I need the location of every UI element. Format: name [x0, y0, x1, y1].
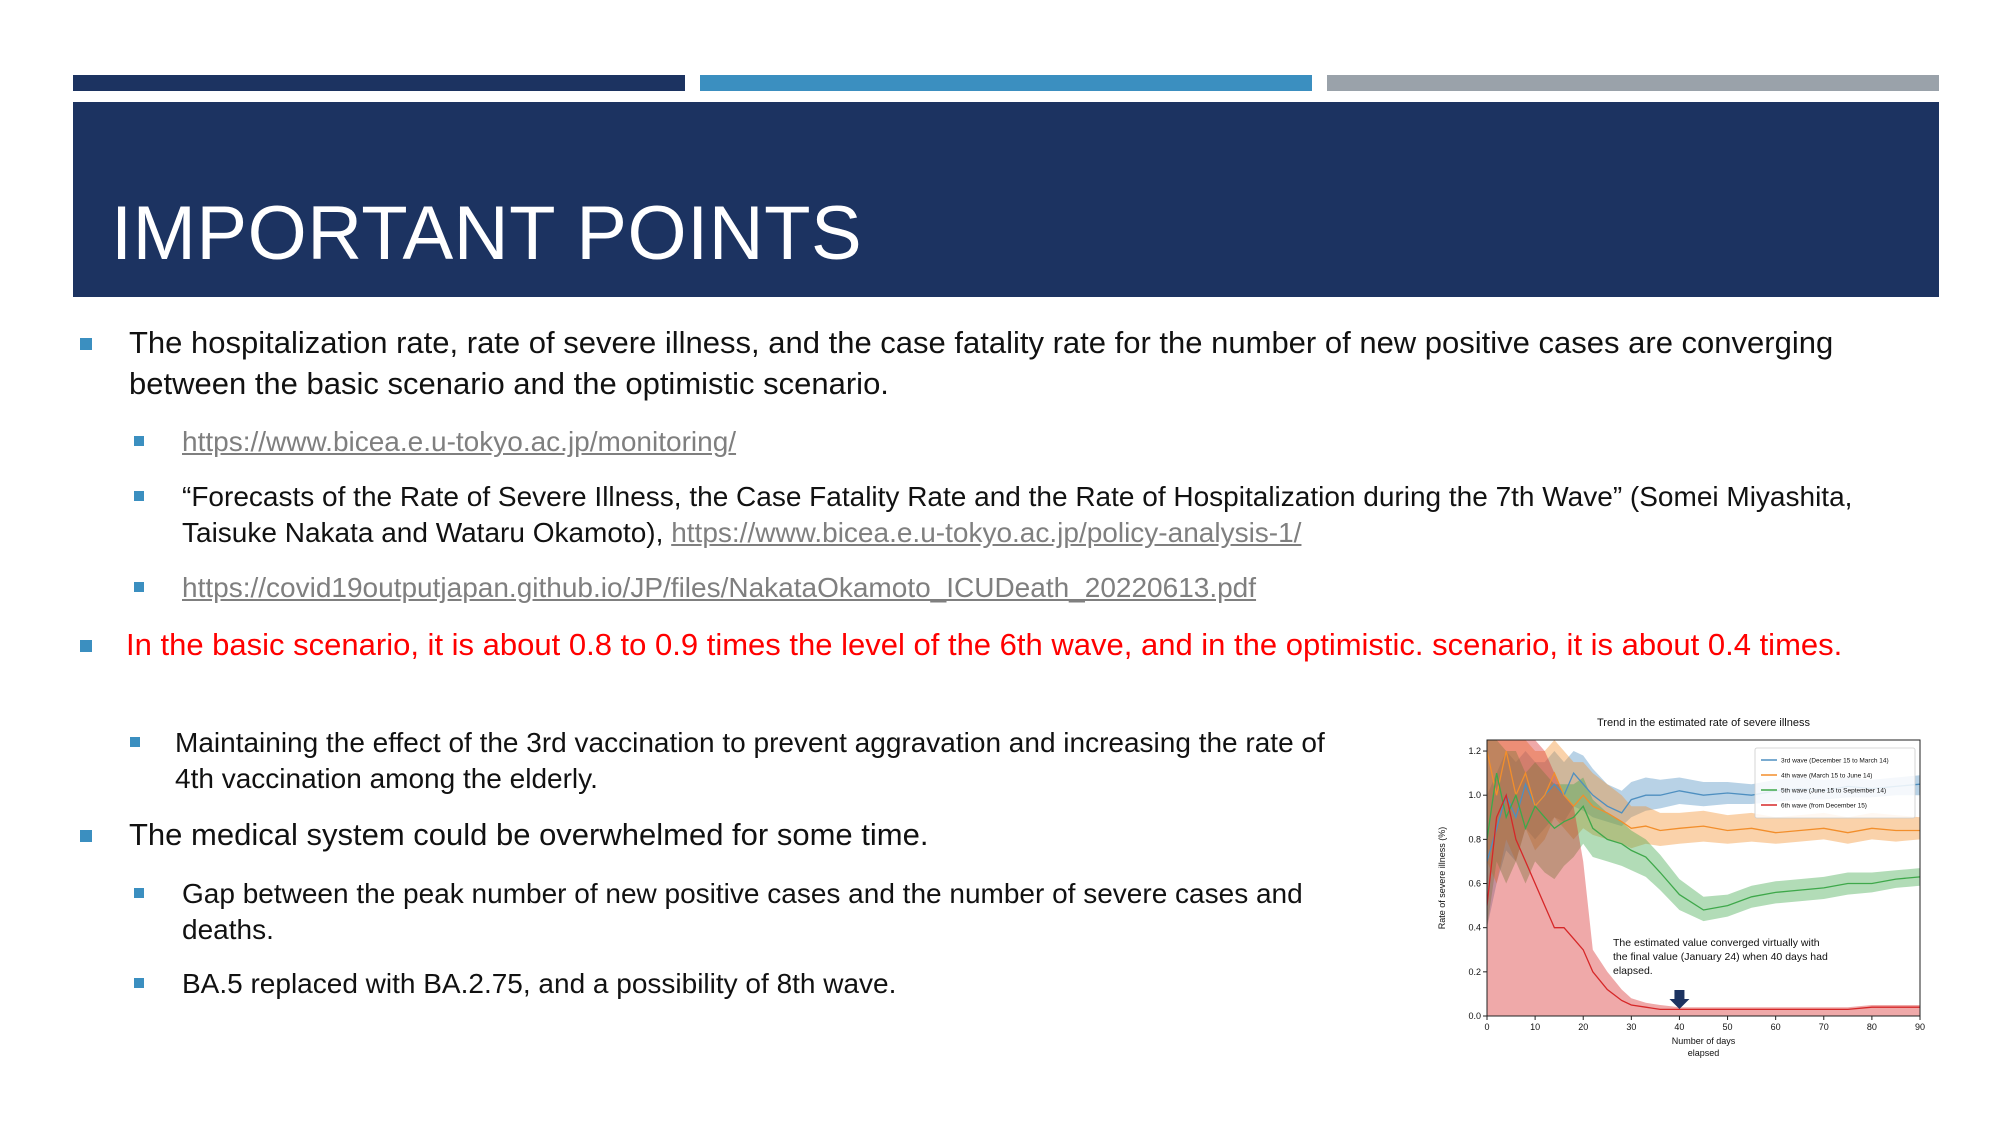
y-tick-label: 0.4 — [1468, 922, 1481, 933]
bullet-text: The medical system could be overwhelmed for some time. — [129, 817, 929, 852]
down-arrow-icon — [1669, 990, 1689, 1009]
bullet-square-icon — [80, 338, 92, 350]
y-axis-label: Rate of severe illness (%) — [1437, 826, 1447, 930]
severe-illness-chart — [1425, 710, 1940, 1065]
bullet-square-icon — [134, 978, 144, 988]
x-tick-label: 70 — [1818, 1022, 1829, 1032]
x-tick-label: 20 — [1578, 1022, 1589, 1032]
bullet-text: In the basic scenario, it is about 0.8 to 0.9 times the level of the 6th wave, and in the optimistic. scenario, it is about 0.4 times. — [126, 627, 1843, 662]
chart-canvas — [1425, 710, 1940, 1065]
x-tick-label: 40 — [1674, 1022, 1685, 1032]
legend-label: 5th wave (June 15 to September 14) — [1781, 787, 1887, 795]
bullet-square-icon — [134, 491, 144, 501]
legend-label: 6th wave (from December 15) — [1781, 802, 1867, 810]
peak-gap-text: Gap between the peak number of new positive cases and the number of severe cases and deaths. — [182, 878, 1303, 945]
annotation-text: elapsed. — [1613, 965, 1653, 977]
vaccination-text: Maintaining the effect of the 3rd vaccination to prevent aggravation and increasing the rate of 4th vaccination among the elderly. — [175, 727, 1325, 794]
y-tick-label: 0.6 — [1468, 878, 1481, 889]
x-tick-label: 50 — [1722, 1022, 1733, 1032]
bullet-square-icon — [134, 436, 144, 446]
y-tick-label: 0.8 — [1468, 834, 1481, 845]
bullet-square-icon — [130, 737, 140, 747]
x-tick-label: 30 — [1626, 1022, 1637, 1032]
ba5-text: BA.5 replaced with BA.2.75, and a possibility of 8th wave. — [182, 968, 897, 999]
y-tick-label: 1.0 — [1468, 790, 1481, 801]
y-tick-label: 1.2 — [1468, 746, 1481, 757]
bullet-square-icon — [80, 640, 92, 652]
accent-bar-gray — [1327, 75, 1939, 91]
policy-analysis-link[interactable]: https://www.bicea.e.u-tokyo.ac.jp/policy-analysis-1/ — [671, 516, 1302, 548]
slide-title: IMPORTANT POINTS — [111, 191, 863, 276]
monitoring-link[interactable]: https://www.bicea.e.u-tokyo.ac.jp/monitoring/ — [182, 426, 737, 457]
chart-title: Trend in the estimated rate of severe illness — [1597, 717, 1810, 729]
annotation-text: The estimated value converged virtually with — [1613, 937, 1820, 949]
accent-bar-blue — [700, 75, 1312, 91]
bullet-square-icon — [134, 582, 144, 592]
forecast-paper-text — [182, 479, 1942, 550]
x-tick-label: 0 — [1484, 1022, 1490, 1032]
x-axis-label: elapsed — [1687, 1048, 1720, 1058]
x-tick-label: 90 — [1914, 1022, 1926, 1032]
accent-bar-navy — [73, 75, 685, 91]
y-tick-label: 0.0 — [1468, 1011, 1481, 1021]
x-tick-label: 60 — [1770, 1022, 1781, 1032]
legend-label: 3rd wave (December 15 to March 14) — [1781, 757, 1889, 765]
x-tick-label: 10 — [1530, 1022, 1541, 1032]
bullet-square-icon — [134, 888, 144, 898]
forecast-paper-citation: “Forecasts of the Rate of Severe Illness, the Case Fatality Rate and the Rate of Hospitalization during the 7th Wave” (Somei Miyashita, Taisuke Nakata and Wataru Okamoto), — [182, 481, 1853, 548]
annotation-text: the final value (January 24) when 40 days had — [1613, 951, 1828, 963]
title-band — [73, 102, 1939, 297]
bullet-square-icon — [80, 830, 92, 842]
icu-death-pdf-link[interactable]: https://covid19outputjapan.github.io/JP/files/NakataOkamoto_ICUDeath_20220613.pdf — [182, 572, 1257, 603]
bullet-text: The hospitalization rate, rate of severe illness, and the case fatality rate for the number of new positive cases are converging between the basic scenario and the optimistic scenario. — [129, 325, 1834, 402]
legend-label: 4th wave (March 15 to June 14) — [1781, 772, 1873, 780]
x-axis-label: Number of days — [1671, 1036, 1736, 1046]
x-tick-label: 80 — [1866, 1022, 1877, 1032]
y-tick-label: 0.2 — [1468, 966, 1481, 977]
